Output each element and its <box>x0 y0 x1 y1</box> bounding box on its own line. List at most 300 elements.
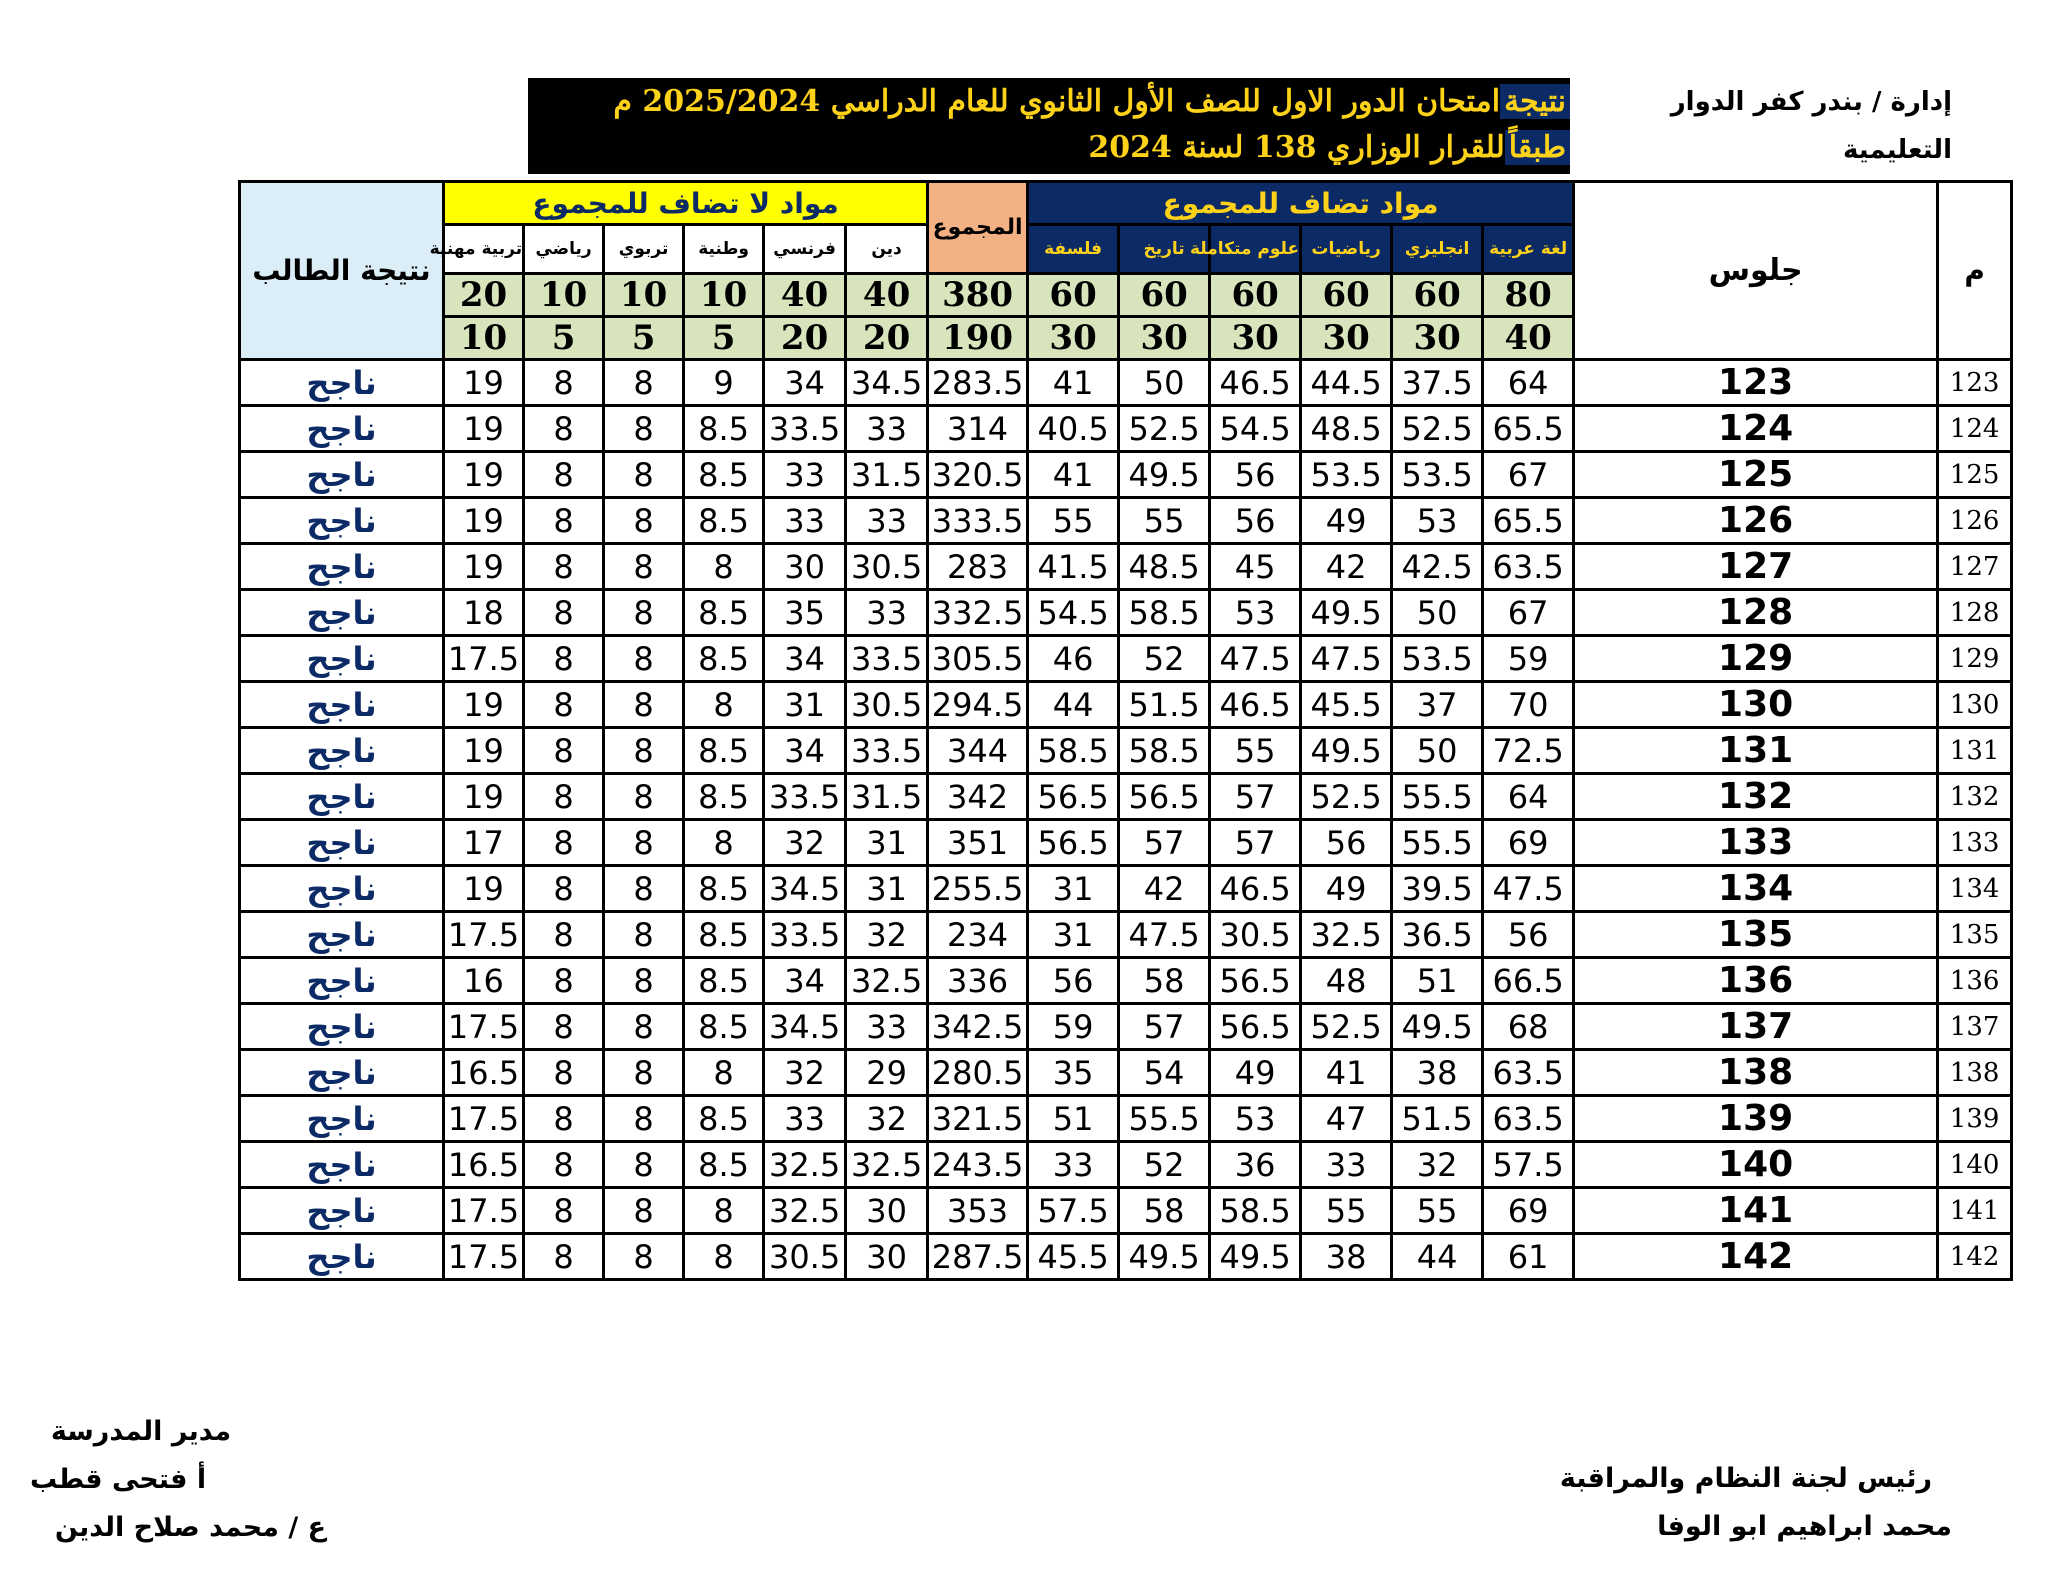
cell-french: 34.5 <box>764 866 846 912</box>
cell-math: 52.5 <box>1301 1004 1392 1050</box>
cell-educational: 8 <box>604 452 684 498</box>
cell-m: 127 <box>1938 544 2012 590</box>
cell-total: 280.5 <box>928 1050 1028 1096</box>
cell-educational: 8 <box>604 544 684 590</box>
decree-line <box>528 126 1570 170</box>
subject-header: وطنية <box>684 225 764 274</box>
max-mark: 10 <box>524 274 604 317</box>
cell-educational: 8 <box>604 774 684 820</box>
cell-english: 55.5 <box>1392 820 1483 866</box>
min-mark: 30 <box>1392 317 1483 360</box>
cell-educational: 8 <box>604 1142 684 1188</box>
cell-french: 34 <box>764 636 846 682</box>
cell-national: 8.5 <box>684 1096 764 1142</box>
cell-m: 140 <box>1938 1142 2012 1188</box>
cell-sports: 8 <box>524 406 604 452</box>
cell-arabic: 68 <box>1483 1004 1574 1050</box>
cell-history: 47.5 <box>1119 912 1210 958</box>
col-seat-header: جلوس <box>1574 182 1938 360</box>
cell-french: 35 <box>764 590 846 636</box>
table-row <box>240 866 2012 912</box>
cell-total: 332.5 <box>928 590 1028 636</box>
cell-educational: 8 <box>604 912 684 958</box>
title-line <box>528 80 1570 124</box>
cell-result: ناجح <box>240 728 444 774</box>
cell-philosophy: 58.5 <box>1028 728 1119 774</box>
committee-name: محمد ابراهيم ابو الوفا <box>1657 1511 1952 1542</box>
total-max-mark: 380 <box>928 274 1028 317</box>
cell-vocational: 16 <box>444 958 524 1004</box>
cell-national: 8.5 <box>684 452 764 498</box>
cell-total: 255.5 <box>928 866 1028 912</box>
cell-result: ناجح <box>240 1050 444 1096</box>
cell-math: 32.5 <box>1301 912 1392 958</box>
cell-vocational: 16.5 <box>444 1050 524 1096</box>
cell-total: 305.5 <box>928 636 1028 682</box>
max-mark: 80 <box>1483 274 1574 317</box>
cell-educational: 8 <box>604 1050 684 1096</box>
cell-seat: 142 <box>1574 1234 1938 1280</box>
cell-math: 49.5 <box>1301 590 1392 636</box>
cell-vocational: 19 <box>444 774 524 820</box>
cell-total: 342.5 <box>928 1004 1028 1050</box>
cell-philosophy: 35 <box>1028 1050 1119 1096</box>
cell-history: 55.5 <box>1119 1096 1210 1142</box>
cell-english: 52.5 <box>1392 406 1483 452</box>
cell-french: 33 <box>764 452 846 498</box>
cell-vocational: 17.5 <box>444 1004 524 1050</box>
cell-m: 136 <box>1938 958 2012 1004</box>
min-mark: 20 <box>846 317 928 360</box>
cell-m: 142 <box>1938 1234 2012 1280</box>
subject-header: فرنسي <box>764 225 846 274</box>
cell-religion: 32 <box>846 912 928 958</box>
col-result-header: نتيجة الطالب <box>240 182 444 360</box>
cell-arabic: 70 <box>1483 682 1574 728</box>
cell-sports: 8 <box>524 820 604 866</box>
cell-m: 128 <box>1938 590 2012 636</box>
cell-arabic: 57.5 <box>1483 1142 1574 1188</box>
cell-history: 51.5 <box>1119 682 1210 728</box>
cell-religion: 30.5 <box>846 544 928 590</box>
cell-total: 351 <box>928 820 1028 866</box>
cell-english: 39.5 <box>1392 866 1483 912</box>
cell-total: 336 <box>928 958 1028 1004</box>
subject-header: رياضيات <box>1301 225 1392 274</box>
cell-sports: 8 <box>524 1096 604 1142</box>
cell-national: 8.5 <box>684 866 764 912</box>
cell-science: 56 <box>1210 452 1301 498</box>
max-mark: 60 <box>1119 274 1210 317</box>
cell-arabic: 47.5 <box>1483 866 1574 912</box>
cell-math: 56 <box>1301 820 1392 866</box>
table-row <box>240 1188 2012 1234</box>
cell-science: 57 <box>1210 820 1301 866</box>
cell-french: 32 <box>764 820 846 866</box>
cell-philosophy: 31 <box>1028 866 1119 912</box>
cell-history: 58 <box>1119 1188 1210 1234</box>
cell-religion: 30.5 <box>846 682 928 728</box>
cell-m: 126 <box>1938 498 2012 544</box>
cell-french: 33 <box>764 1096 846 1142</box>
cell-educational: 8 <box>604 1096 684 1142</box>
cell-science: 36 <box>1210 1142 1301 1188</box>
cell-seat: 128 <box>1574 590 1938 636</box>
cell-religion: 32.5 <box>846 958 928 1004</box>
cell-educational: 8 <box>604 1004 684 1050</box>
cell-science: 53 <box>1210 590 1301 636</box>
cell-arabic: 65.5 <box>1483 498 1574 544</box>
cell-total: 353 <box>928 1188 1028 1234</box>
cell-educational: 8 <box>604 1188 684 1234</box>
cell-sports: 8 <box>524 590 604 636</box>
cell-science: 56.5 <box>1210 958 1301 1004</box>
cell-vocational: 16.5 <box>444 1142 524 1188</box>
cell-sports: 8 <box>524 544 604 590</box>
cell-french: 30.5 <box>764 1234 846 1280</box>
cell-seat: 126 <box>1574 498 1938 544</box>
cell-science: 56.5 <box>1210 1004 1301 1050</box>
cell-religion: 34.5 <box>846 360 928 406</box>
cell-arabic: 69 <box>1483 820 1574 866</box>
cell-arabic: 67 <box>1483 590 1574 636</box>
cell-national: 8.5 <box>684 406 764 452</box>
cell-result: ناجح <box>240 774 444 820</box>
committee-title: رئيس لجنة النظام والمراقبة <box>1559 1463 1932 1494</box>
cell-history: 48.5 <box>1119 544 1210 590</box>
cell-sports: 8 <box>524 1050 604 1096</box>
cell-french: 31 <box>764 682 846 728</box>
decree-highlight: طبقاً <box>1505 130 1570 165</box>
cell-vocational: 19 <box>444 360 524 406</box>
cell-history: 57 <box>1119 820 1210 866</box>
cell-result: ناجح <box>240 682 444 728</box>
cell-arabic: 63.5 <box>1483 544 1574 590</box>
cell-math: 42 <box>1301 544 1392 590</box>
cell-seat: 138 <box>1574 1050 1938 1096</box>
cell-french: 32.5 <box>764 1142 846 1188</box>
cell-vocational: 17.5 <box>444 1234 524 1280</box>
cell-seat: 139 <box>1574 1096 1938 1142</box>
cell-religion: 31.5 <box>846 452 928 498</box>
title-highlight: نتيجة <box>1500 84 1570 119</box>
cell-philosophy: 41 <box>1028 360 1119 406</box>
cell-philosophy: 56 <box>1028 958 1119 1004</box>
cell-religion: 33 <box>846 406 928 452</box>
cell-arabic: 64 <box>1483 360 1574 406</box>
cell-sports: 8 <box>524 866 604 912</box>
cell-arabic: 59 <box>1483 636 1574 682</box>
cell-religion: 31 <box>846 820 928 866</box>
cell-philosophy: 41.5 <box>1028 544 1119 590</box>
cell-history: 49.5 <box>1119 452 1210 498</box>
subject-header: تاريخ <box>1119 225 1210 274</box>
cell-math: 49 <box>1301 498 1392 544</box>
max-mark: 60 <box>1392 274 1483 317</box>
min-mark: 20 <box>764 317 846 360</box>
table-header <box>240 182 2012 360</box>
cell-total: 283.5 <box>928 360 1028 406</box>
table-row <box>240 912 2012 958</box>
cell-religion: 30 <box>846 1234 928 1280</box>
cell-religion: 33.5 <box>846 636 928 682</box>
cell-english: 55.5 <box>1392 774 1483 820</box>
cell-seat: 137 <box>1574 1004 1938 1050</box>
cell-history: 52 <box>1119 1142 1210 1188</box>
cell-seat: 140 <box>1574 1142 1938 1188</box>
cell-history: 57 <box>1119 1004 1210 1050</box>
cell-religion: 29 <box>846 1050 928 1096</box>
cell-m: 132 <box>1938 774 2012 820</box>
cell-science: 55 <box>1210 728 1301 774</box>
cell-english: 37 <box>1392 682 1483 728</box>
cell-vocational: 19 <box>444 866 524 912</box>
group-added-header: مواد تضاف للمجموع <box>1028 182 1574 225</box>
cell-science: 49 <box>1210 1050 1301 1096</box>
cell-english: 49.5 <box>1392 1004 1483 1050</box>
cell-philosophy: 44 <box>1028 682 1119 728</box>
max-mark: 10 <box>684 274 764 317</box>
cell-educational: 8 <box>604 866 684 912</box>
max-mark: 40 <box>846 274 928 317</box>
cell-vocational: 19 <box>444 544 524 590</box>
cell-vocational: 17.5 <box>444 912 524 958</box>
cell-educational: 8 <box>604 820 684 866</box>
subject-header: رياضي <box>524 225 604 274</box>
cell-history: 55 <box>1119 498 1210 544</box>
cell-sports: 8 <box>524 1234 604 1280</box>
cell-english: 51.5 <box>1392 1096 1483 1142</box>
cell-english: 36.5 <box>1392 912 1483 958</box>
max-mark: 60 <box>1028 274 1119 317</box>
cell-math: 49 <box>1301 866 1392 912</box>
cell-total: 283 <box>928 544 1028 590</box>
cell-vocational: 17 <box>444 820 524 866</box>
decree-main: للقرار الوزاري 138 لسنة 2024 <box>1088 130 1505 165</box>
cell-history: 58 <box>1119 958 1210 1004</box>
cell-m: 135 <box>1938 912 2012 958</box>
cell-philosophy: 56.5 <box>1028 820 1119 866</box>
cell-seat: 127 <box>1574 544 1938 590</box>
cell-result: ناجح <box>240 406 444 452</box>
min-mark: 40 <box>1483 317 1574 360</box>
cell-result: ناجح <box>240 866 444 912</box>
cell-total: 287.5 <box>928 1234 1028 1280</box>
cell-history: 52.5 <box>1119 406 1210 452</box>
cell-english: 38 <box>1392 1050 1483 1096</box>
cell-result: ناجح <box>240 1142 444 1188</box>
cell-m: 138 <box>1938 1050 2012 1096</box>
cell-national: 9 <box>684 360 764 406</box>
min-mark: 30 <box>1119 317 1210 360</box>
cell-history: 49.5 <box>1119 1234 1210 1280</box>
cell-seat: 135 <box>1574 912 1938 958</box>
cell-english: 51 <box>1392 958 1483 1004</box>
cell-total: 294.5 <box>928 682 1028 728</box>
cell-philosophy: 55 <box>1028 498 1119 544</box>
cell-total: 321.5 <box>928 1096 1028 1142</box>
cell-math: 41 <box>1301 1050 1392 1096</box>
cell-result: ناجح <box>240 1188 444 1234</box>
cell-french: 34 <box>764 360 846 406</box>
table-row <box>240 452 2012 498</box>
cell-total: 243.5 <box>928 1142 1028 1188</box>
cell-m: 134 <box>1938 866 2012 912</box>
cell-result: ناجح <box>240 1096 444 1142</box>
cell-philosophy: 51 <box>1028 1096 1119 1142</box>
cell-math: 33 <box>1301 1142 1392 1188</box>
cell-seat: 133 <box>1574 820 1938 866</box>
cell-national: 8 <box>684 682 764 728</box>
table-body <box>240 360 2012 1280</box>
cell-arabic: 63.5 <box>1483 1096 1574 1142</box>
cell-m: 129 <box>1938 636 2012 682</box>
cell-arabic: 63.5 <box>1483 1050 1574 1096</box>
cell-french: 33.5 <box>764 406 846 452</box>
cell-philosophy: 56.5 <box>1028 774 1119 820</box>
cell-math: 47 <box>1301 1096 1392 1142</box>
cell-national: 8.5 <box>684 912 764 958</box>
cell-sports: 8 <box>524 452 604 498</box>
cell-total: 344 <box>928 728 1028 774</box>
cell-science: 30.5 <box>1210 912 1301 958</box>
cell-seat: 136 <box>1574 958 1938 1004</box>
cell-m: 137 <box>1938 1004 2012 1050</box>
cell-religion: 32.5 <box>846 1142 928 1188</box>
table-row <box>240 360 2012 406</box>
cell-math: 52.5 <box>1301 774 1392 820</box>
cell-math: 48 <box>1301 958 1392 1004</box>
cell-french: 34 <box>764 728 846 774</box>
subject-header: انجليزي <box>1392 225 1483 274</box>
cell-philosophy: 54.5 <box>1028 590 1119 636</box>
cell-philosophy: 40.5 <box>1028 406 1119 452</box>
cell-french: 32 <box>764 1050 846 1096</box>
cell-result: ناجح <box>240 912 444 958</box>
cell-arabic: 67 <box>1483 452 1574 498</box>
min-mark: 30 <box>1301 317 1392 360</box>
cell-arabic: 72.5 <box>1483 728 1574 774</box>
table-row <box>240 636 2012 682</box>
cell-educational: 8 <box>604 360 684 406</box>
subject-header: فلسفة <box>1028 225 1119 274</box>
cell-math: 47.5 <box>1301 636 1392 682</box>
cell-sports: 8 <box>524 360 604 406</box>
cell-educational: 8 <box>604 590 684 636</box>
cell-vocational: 17.5 <box>444 636 524 682</box>
cell-english: 55 <box>1392 1188 1483 1234</box>
cell-sports: 8 <box>524 682 604 728</box>
cell-english: 32 <box>1392 1142 1483 1188</box>
table-row <box>240 1142 2012 1188</box>
cell-total: 320.5 <box>928 452 1028 498</box>
cell-religion: 33 <box>846 590 928 636</box>
total-min-mark: 190 <box>928 317 1028 360</box>
committee-signature <box>1534 1455 1952 1551</box>
subject-header: تربوي <box>604 225 684 274</box>
cell-science: 45 <box>1210 544 1301 590</box>
cell-total: 314 <box>928 406 1028 452</box>
cell-history: 54 <box>1119 1050 1210 1096</box>
admin-line: إدارة / بندر كفر الدوار التعليمية <box>1670 87 1952 165</box>
cell-seat: 130 <box>1574 682 1938 728</box>
cell-national: 8 <box>684 820 764 866</box>
cell-national: 8 <box>684 544 764 590</box>
cell-seat: 124 <box>1574 406 1938 452</box>
cell-sports: 8 <box>524 1142 604 1188</box>
table-row <box>240 682 2012 728</box>
cell-french: 33.5 <box>764 912 846 958</box>
col-total-header: المجموع <box>928 182 1028 274</box>
cell-vocational: 19 <box>444 498 524 544</box>
max-mark: 20 <box>444 274 524 317</box>
table-row <box>240 820 2012 866</box>
cell-total: 333.5 <box>928 498 1028 544</box>
cell-french: 34.5 <box>764 1004 846 1050</box>
cell-m: 139 <box>1938 1096 2012 1142</box>
cell-philosophy: 33 <box>1028 1142 1119 1188</box>
cell-result: ناجح <box>240 1234 444 1280</box>
table-row <box>240 1004 2012 1050</box>
cell-philosophy: 46 <box>1028 636 1119 682</box>
cell-educational: 8 <box>604 728 684 774</box>
max-mark: 60 <box>1210 274 1301 317</box>
table-row <box>240 406 2012 452</box>
cell-national: 8.5 <box>684 728 764 774</box>
cell-philosophy: 31 <box>1028 912 1119 958</box>
cell-religion: 31.5 <box>846 774 928 820</box>
title-main: امتحان الدور الاول للصف الأول الثانوي للعام الدراسي 2025/2024 م <box>613 84 1501 119</box>
cell-english: 50 <box>1392 590 1483 636</box>
table-row <box>240 544 2012 590</box>
cell-educational: 8 <box>604 682 684 728</box>
cell-vocational: 18 <box>444 590 524 636</box>
cell-seat: 141 <box>1574 1188 1938 1234</box>
cell-math: 53.5 <box>1301 452 1392 498</box>
cell-french: 33 <box>764 498 846 544</box>
cell-sports: 8 <box>524 1004 604 1050</box>
subject-header: دين <box>846 225 928 274</box>
min-mark: 30 <box>1028 317 1119 360</box>
cell-english: 50 <box>1392 728 1483 774</box>
min-mark: 10 <box>444 317 524 360</box>
subject-header: لغة عربية <box>1483 225 1574 274</box>
cell-seat: 123 <box>1574 360 1938 406</box>
cell-educational: 8 <box>604 498 684 544</box>
cell-french: 34 <box>764 958 846 1004</box>
cell-national: 8.5 <box>684 636 764 682</box>
principal-title: مدير المدرسة <box>50 1416 232 1447</box>
cell-result: ناجح <box>240 820 444 866</box>
table-row <box>240 1096 2012 1142</box>
title-banner <box>528 78 1570 174</box>
min-mark: 5 <box>524 317 604 360</box>
cell-religion: 33 <box>846 1004 928 1050</box>
cell-total: 342 <box>928 774 1028 820</box>
cell-math: 45.5 <box>1301 682 1392 728</box>
max-mark: 40 <box>764 274 846 317</box>
cell-vocational: 19 <box>444 452 524 498</box>
cell-vocational: 17.5 <box>444 1188 524 1234</box>
cell-english: 44 <box>1392 1234 1483 1280</box>
table-row <box>240 1234 2012 1280</box>
min-mark: 30 <box>1210 317 1301 360</box>
cell-history: 58.5 <box>1119 590 1210 636</box>
cell-math: 44.5 <box>1301 360 1392 406</box>
cell-arabic: 69 <box>1483 1188 1574 1234</box>
cell-result: ناجح <box>240 498 444 544</box>
cell-national: 8.5 <box>684 958 764 1004</box>
